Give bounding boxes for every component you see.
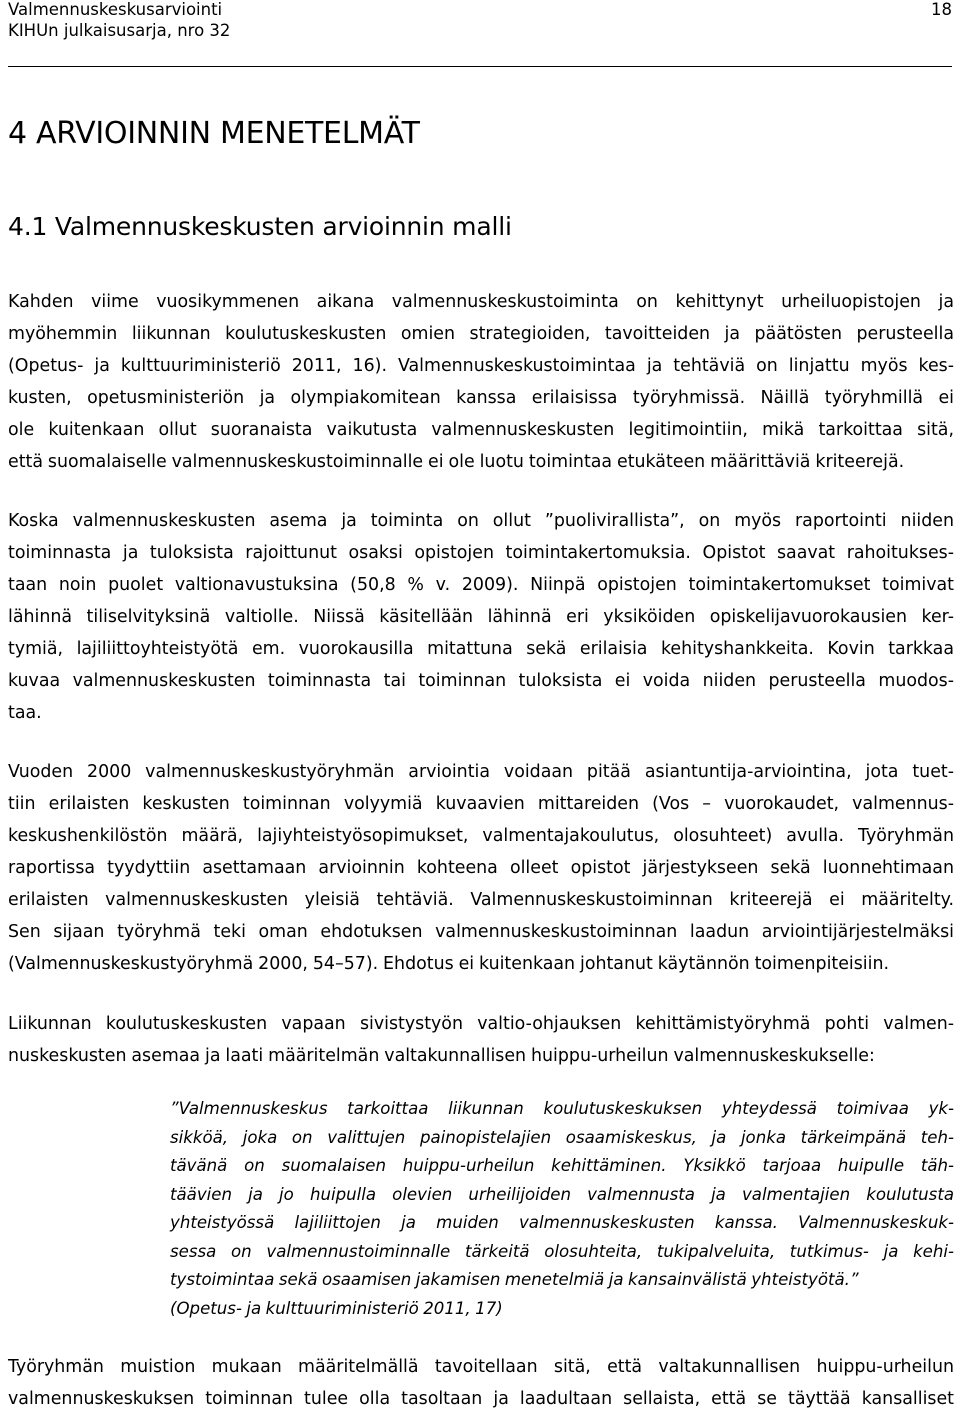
- block-quote: [170, 1095, 954, 1323]
- series-title: Valmennuskeskusarviointi: [8, 0, 223, 19]
- paragraph: [8, 756, 954, 980]
- text-line: Sen sijaan työryhmä teki oman ehdotuksen valmennuskeskustoiminnan laadun arviointijärjestelmäksi: [8, 922, 954, 942]
- text-line: Työryhmän muistion mukaan määritelmällä tavoitellaan sitä, että valtakunnallisen huippu-urheilun: [8, 1357, 954, 1377]
- text-line: että suomalaiselle valmennuskeskustoiminnalle ei ole luotu toimintaa etukäteen määrittäviä kriteerejä.: [8, 452, 905, 472]
- text-line: myöhemmin liikunnan koulutuskeskusten omien strategioiden, tavoitteiden ja päätösten perusteella: [8, 324, 954, 344]
- text-line: keskushenkilöstön määrä, lajiyhteistyösopimukset, valmentajakoulutus, olosuhteet) avulla. Työryhmän: [8, 826, 954, 846]
- text-line: Liikunnan koulutuskeskusten vapaan sivistystyön valtio-ohjauksen kehittämistyöryhmä pohti valmen-: [8, 1014, 954, 1034]
- text-line: tymiä, lajiliittoyhteistyötä em. vuorokausilla mitattuna sekä erilaisia kehityshankkeita. Kovin tarkkaa: [8, 639, 954, 659]
- page-header: [8, 0, 952, 67]
- quote-line: sessa on valmennustoiminnalle tärkeitä olosuhteita, tukipalveluita, tutkimus- ja kehi-: [170, 1241, 954, 1261]
- text-line: (Opetus- ja kulttuuriministeriö 2011, 16). Valmennuskeskustoimintaa ja tehtäviä on linjattu myös kes-: [8, 356, 954, 376]
- paragraph: [8, 286, 954, 478]
- text-line: taa.: [8, 703, 42, 723]
- text-line: Koska valmennuskeskusten asema ja toiminta on ollut ”puolivirallista”, on myös raportointi niiden: [8, 511, 954, 531]
- text-line: (Valmennuskeskustyöryhmä 2000, 54–57). Ehdotus ei kuitenkaan johtanut käytännön toimenpiteisiin.: [8, 954, 890, 974]
- text-line: lähinnä tiliselvityksinä valtiolle. Niissä käsitellään lähinnä eri yksiköiden opiskelijavuorokausien ker-: [8, 607, 954, 627]
- quote-line: tystoimintaa sekä osaamisen jakamisen menetelmiä ja kansainvälistä yhteistyötä.”: [170, 1270, 859, 1289]
- paragraph: [8, 505, 954, 729]
- quote-line: tävänä on suomalaisen huippu-urheilun kehittäminen. Yksikkö tarjoaa huipulle täh-: [170, 1156, 954, 1175]
- text-line: raportissa tyydyttiin asettamaan arvioinnin kohteena olleet opistot järjestykseen sekä luonnehtimaan: [8, 858, 954, 878]
- text-line: taan noin puolet valtionavustuksina (50,8 % v. 2009). Niinpä opistojen toimintakertomukset toimivat: [8, 575, 954, 595]
- paragraph: [8, 1351, 954, 1415]
- text-line: kuvaa valmennuskeskusten toiminnasta tai toiminnan tuloksista ei voida niiden perusteella muodos-: [8, 671, 954, 691]
- text-line: erilaisten valmennuskeskusten yleisiä tehtäviä. Valmennuskeskustoiminnan kriteerejä ei määritelty.: [8, 890, 954, 910]
- quote-line: yhteistyössä lajiliittojen ja muiden valmennuskeskusten kanssa. Valmennuskeskuk-: [170, 1213, 954, 1232]
- quote-line: täävien ja jo huipulla olevien urheilijoiden valmennusta ja valmentajien koulutusta: [170, 1184, 954, 1204]
- quote-line: ”Valmennuskeskus tarkoittaa liikunnan koulutuskeskuksen yhteydessä toimivaa yk-: [170, 1099, 954, 1118]
- text-line: kusten, opetusministeriön ja olympiakomitean kanssa erilaisissa työryhmissä. Näillä työryhmillä ei: [8, 388, 954, 408]
- text-line: valmennuskeskuksen toiminnan tulee olla tasoltaan ja laadultaan sellaista, että se täyttää kansalliset: [8, 1389, 954, 1409]
- page-number: 18: [931, 0, 952, 19]
- quote-line: sikköä, joka on valittujen painopistelajien osaamiskeskus, ja jonka tärkeimpänä teh-: [170, 1127, 954, 1147]
- text-line: ole kuitenkaan ollut suoranaista vaikutusta valmennuskeskusten legitimointiin, mikä tarkoittaa sitä,: [8, 420, 954, 440]
- quote-citation: (Opetus- ja kulttuuriministeriö 2011, 17): [170, 1298, 503, 1318]
- text-line: toiminnasta ja tuloksista rajoittunut osaksi opistojen toimintakertomuksia. Opistot saavat rahoitukses-: [8, 543, 954, 563]
- text-line: tiin erilaisten keskusten toiminnan volyymiä kuvaavien mittareiden (Vos – vuorokaudet, valmennus-: [8, 794, 954, 814]
- series-subtitle: KIHUn julkaisusarja, nro 32: [8, 21, 231, 40]
- text-line: Vuoden 2000 valmennuskeskustyöryhmän arviointia voidaan pitää asiantuntija-arviointina, jota tuet-: [8, 762, 954, 782]
- text-line: nuskeskusten asemaa ja laati määritelmän valtakunnallisen huippu-urheilun valmennuskeskukselle:: [8, 1046, 875, 1066]
- text-line: Kahden viime vuosikymmenen aikana valmennuskeskustoiminta on kehittynyt urheiluopistojen ja: [8, 292, 954, 312]
- section-title: 4.1 Valmennuskeskusten arvioinnin malli: [8, 212, 512, 241]
- chapter-title: 4 ARVIOINNIN MENETELMÄT: [8, 116, 420, 151]
- paragraph: [8, 1008, 954, 1072]
